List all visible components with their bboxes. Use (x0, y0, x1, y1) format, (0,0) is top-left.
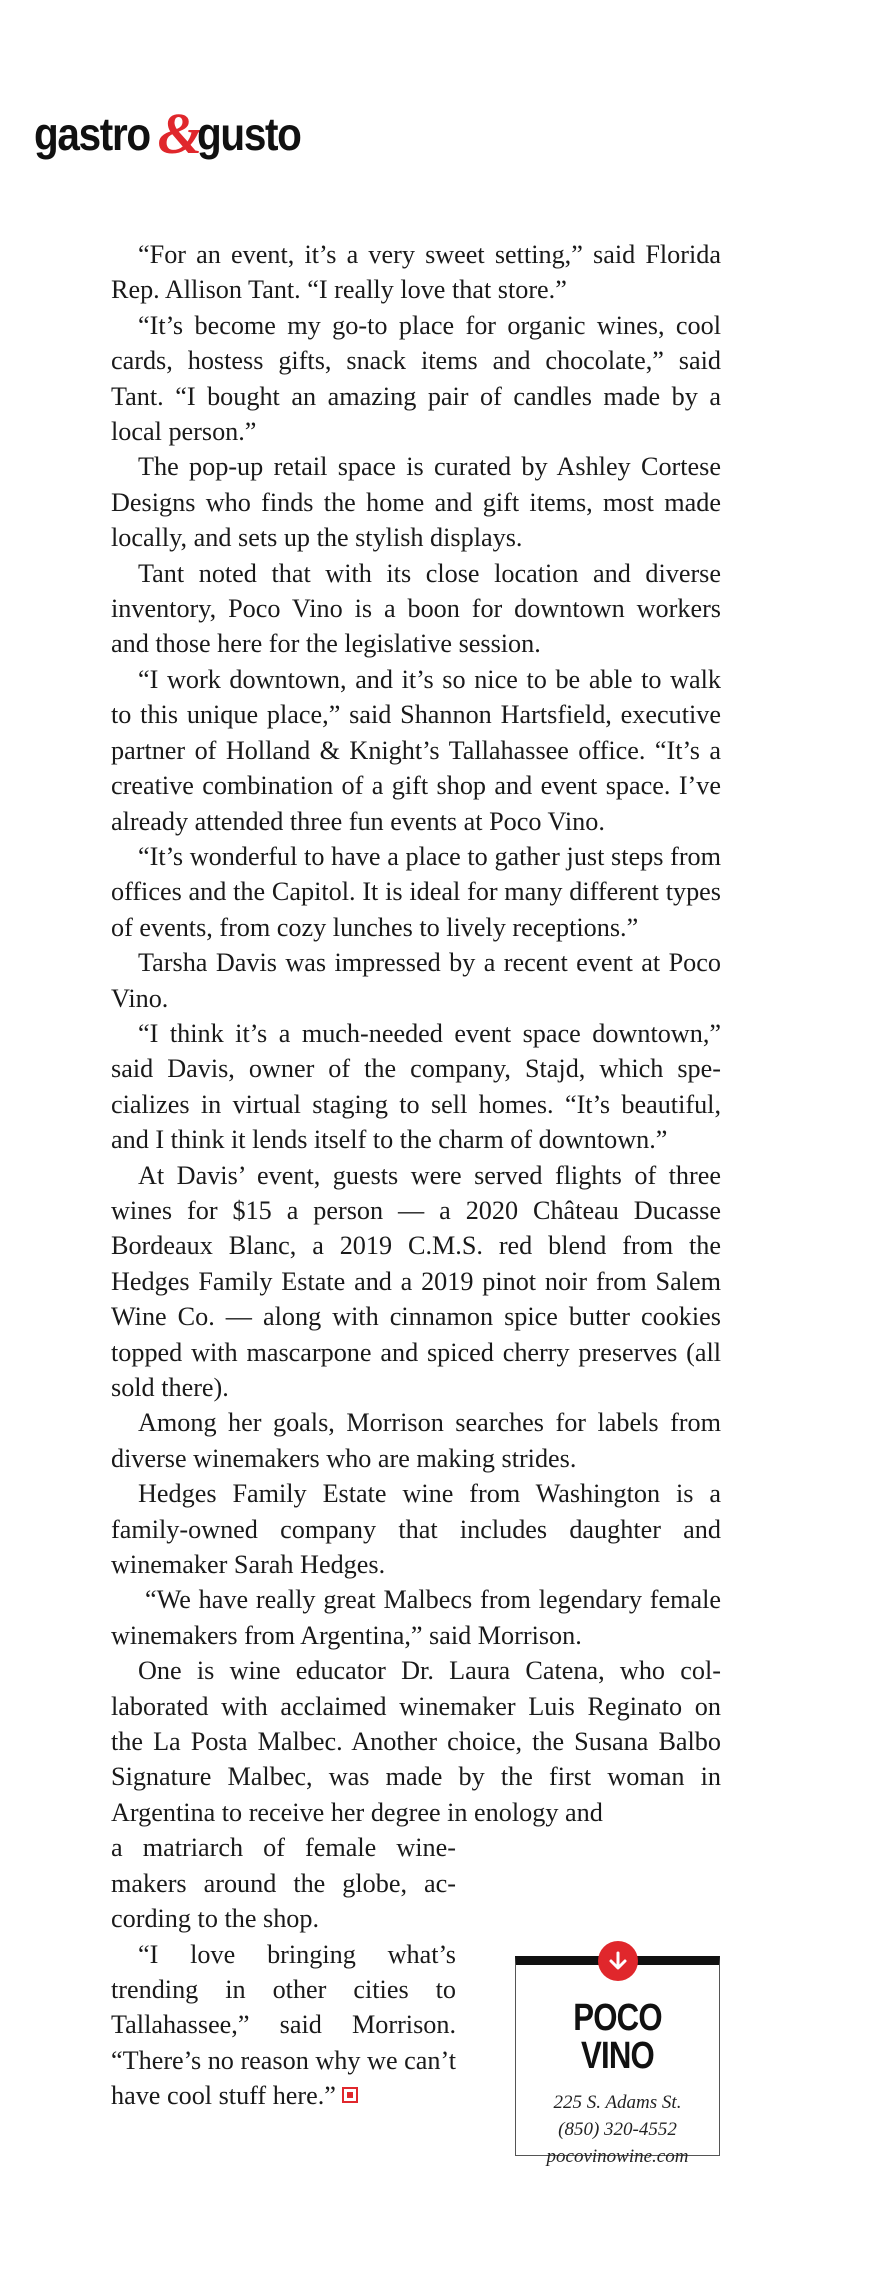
logo-ampersand: & (157, 101, 203, 166)
paragraph: “We have really great Malbecs from legendary female winemakers from Argentina,” said Morrison. (111, 1585, 721, 1650)
down-arrow-icon (606, 1949, 630, 1973)
paragraph: “For an event, it’s a very sweet setting,” said Florida Rep. Allison Tant. “I really love that store.” (111, 240, 721, 305)
down-arrow-pin-icon (598, 1941, 638, 1981)
paragraph: a matriarch of female winemakers around the globe, according to the shop. (111, 1833, 456, 1934)
paragraph: One is wine educator Dr. Laura Catena, who collaborated with acclaimed winemaker Luis Reginato on the La Posta Malbec. Another choice, the Susana Balbo Signature Malbec, was made by the first woman in Argentina to receive her degree in enology and (111, 1656, 721, 1827)
paragraph: “It’s wonderful to have a place to gather just steps from offices and the Capitol. It is ideal for many different types of events, from cozy lunches to lively receptions.” (111, 841, 721, 942)
logo-word-gusto: gusto (196, 108, 301, 160)
business-info-box (515, 1956, 720, 2167)
business-website: pocovinowine.com (546, 2146, 689, 2167)
business-phone: (850) 320-4552 (558, 2119, 677, 2140)
magazine-section-logo (34, 101, 314, 166)
logo-word-gastro: gastro (34, 108, 150, 160)
article-wrap-column (111, 1830, 456, 2113)
end-mark-icon (342, 2087, 358, 2103)
paragraph: Tant noted that with its close location and diverse inventory, Poco Vino is a boon for downtown workers and those here for the legislative session. (111, 558, 721, 659)
final-paragraph (111, 1937, 456, 2114)
paragraph: At Davis’ event, guests were served flights of three wines for $15 a person — a 2020 Château Ducasse Bordeaux Blanc, a 2019 C.M.S. red blend from the Hedges Family Estate and a 2019 pinot noir from Salem Wine Co. — along with cinnamon spice butter cookies topped with mascarpone and spiced cherry preserves (all sold there). (111, 1160, 721, 1402)
paragraph: “I think it’s a much-needed event space downtown,” said Davis, owner of the company, Stajd, which specializes in virtual staging to sell homes. “It’s beautiful, and I think it lends itself to the charm of downtown.” (111, 1018, 721, 1155)
article-body (111, 237, 721, 2114)
paragraph: Among her goals, Morrison searches for labels from diverse winemakers who are making strides. (111, 1408, 721, 1473)
business-address: 225 S. Adams St. (553, 2092, 682, 2113)
paragraph: “I work downtown, and it’s so nice to be able to walk to this unique place,” said Shannon Hartsfield, executive partner of Holland & Knight’s Tallahassee office. “It’s a creative combination of a gift shop and event space. I’ve already attended three fun events at Poco Vino. (111, 664, 721, 836)
business-name: POCO VINO (573, 1997, 662, 2077)
paragraph-text: “I love bringing what’s trending in other cities to Tallahassee,” said Morrison. “There’s no reason why we can’t have cool stuff here.” (111, 1939, 456, 2111)
paragraph: Tarsha Davis was impressed by a recent event at Poco Vino. (111, 948, 721, 1013)
paragraph: “It’s become my go-to place for organic wines, cool cards, hostess gifts, snack items and chocolate,” said Tant. “I bought an amazing pair of candles made by a local person.” (111, 310, 721, 447)
paragraph: Hedges Family Estate wine from Washington is a family-owned company that includes daughter and winemaker Sarah Hedges. (111, 1479, 721, 1580)
paragraph: The pop-up retail space is curated by Ashley Cortese Designs who finds the home and gift items, most made locally, and sets up the stylish displays. (111, 452, 721, 553)
